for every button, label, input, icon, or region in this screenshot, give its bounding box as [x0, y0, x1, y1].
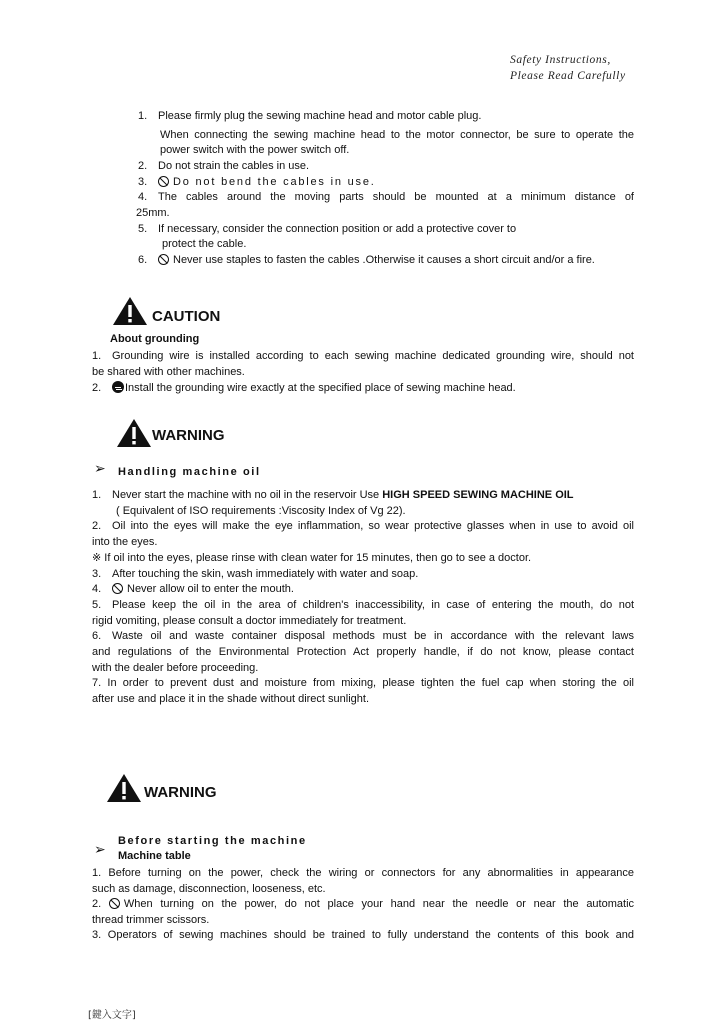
prohibited-icon	[112, 583, 123, 594]
list-item-body: protect the cable.	[162, 238, 247, 250]
header-line-2: Please Read Carefully	[510, 70, 626, 82]
section-title: Before starting the machine	[118, 835, 307, 847]
list-item-body: be shared with other machines.	[92, 366, 245, 378]
list-item: 3. Do not bend the cables in use.	[138, 176, 376, 188]
list-item-body: ( Equivalent of ISO requirements :Viscosity Index of Vg 22).	[116, 505, 406, 517]
list-item-body: into the eyes.	[92, 536, 158, 548]
subsection-title: Machine table	[118, 850, 191, 862]
list-item: 2. Oil into the eyes will make the eye inflammation, so wear protective glasses when in use to avoid oil	[92, 520, 634, 532]
list-item: 2. Do not strain the cables in use.	[138, 160, 310, 172]
list-item: 2. When turning on the power, do not place your hand near the needle or near the automatic	[92, 898, 635, 910]
grounding-subtitle: About grounding	[110, 333, 200, 345]
arrow-bullet-icon: ➢	[94, 841, 106, 857]
warning-heading: WARNING	[152, 427, 225, 444]
prohibited-icon	[109, 898, 120, 909]
list-item-body: rigid vomiting, please consult a doctor immediately for treatment.	[92, 615, 407, 627]
list-item-body: after use and place it in the shade without direct sunlight.	[92, 693, 370, 705]
list-item-body: and regulations of the Environmental Protection Act properly handle, if do not know, please contact	[92, 646, 634, 658]
list-item: 5. Please keep the oil in the area of children's inaccessibility, in case of entering the mouth, do not	[92, 599, 634, 611]
header-line-1: Safety Instructions,	[510, 54, 611, 66]
list-item: 1. Never start the machine with no oil in the reservoir Use HIGH SPEED SEWING MACHINE OIL	[92, 489, 574, 501]
list-item: 4. Never allow oil to enter the mouth.	[92, 583, 294, 595]
list-item: 6. Waste oil and waste container disposal methods must be in accordance with the relevant laws	[92, 630, 634, 642]
ground-icon	[112, 381, 124, 393]
list-item: 3. Operators of sewing machines should be trained to fully understand the contents of this book and	[92, 929, 634, 941]
list-item-body: with the dealer before proceeding.	[92, 662, 259, 674]
list-item: 5. If necessary, consider the connection position or add a protective cover to	[138, 223, 517, 235]
list-item: 1. Before turning on the power, check the wiring or connectors for any abnormalities in appearance	[92, 867, 634, 879]
list-item-body: such as damage, disconnection, looseness, etc.	[92, 883, 326, 895]
list-item: 7. In order to prevent dust and moisture from mixing, please tighten the fuel cap when storing the oil	[92, 677, 634, 689]
list-item-body: thread trimmer scissors.	[92, 914, 210, 926]
warning-triangle-icon	[106, 773, 142, 803]
list-item-body: 25mm.	[136, 207, 170, 219]
prohibited-icon	[158, 176, 169, 187]
section-title: Handling machine oil	[118, 466, 261, 478]
caution-heading: CAUTION	[152, 308, 221, 325]
arrow-bullet-icon: ➢	[94, 460, 106, 476]
list-item: 4. The cables around the moving parts should be mounted at a minimum distance of	[138, 191, 634, 203]
note: ※ If oil into the eyes, please rinse with clean water for 15 minutes, then go to see a doctor.	[92, 552, 532, 564]
list-item: 6. Never use staples to fasten the cables .Otherwise it causes a short circuit and/or a fire.	[138, 254, 595, 266]
list-item: 3. After touching the skin, wash immediately with water and soap.	[92, 568, 419, 580]
prohibited-icon	[158, 254, 169, 265]
list-item: 2. Install the grounding wire exactly at the specified place of sewing machine head.	[92, 382, 516, 394]
warning-triangle-icon	[116, 418, 152, 448]
list-item: 1. Grounding wire is installed according to each sewing machine dedicated grounding wire, should not	[92, 350, 634, 362]
list-item-body: power switch with the power switch off.	[160, 144, 350, 156]
list-item-body: When connecting the sewing machine head to the motor connector, be sure to operate the	[160, 129, 634, 141]
warning-heading: WARNING	[144, 784, 217, 801]
warning-triangle-icon	[112, 296, 148, 326]
footer-text: [鍵入文字]	[88, 1010, 136, 1021]
list-item: 1. Please firmly plug the sewing machine head and motor cable plug.	[138, 110, 482, 122]
